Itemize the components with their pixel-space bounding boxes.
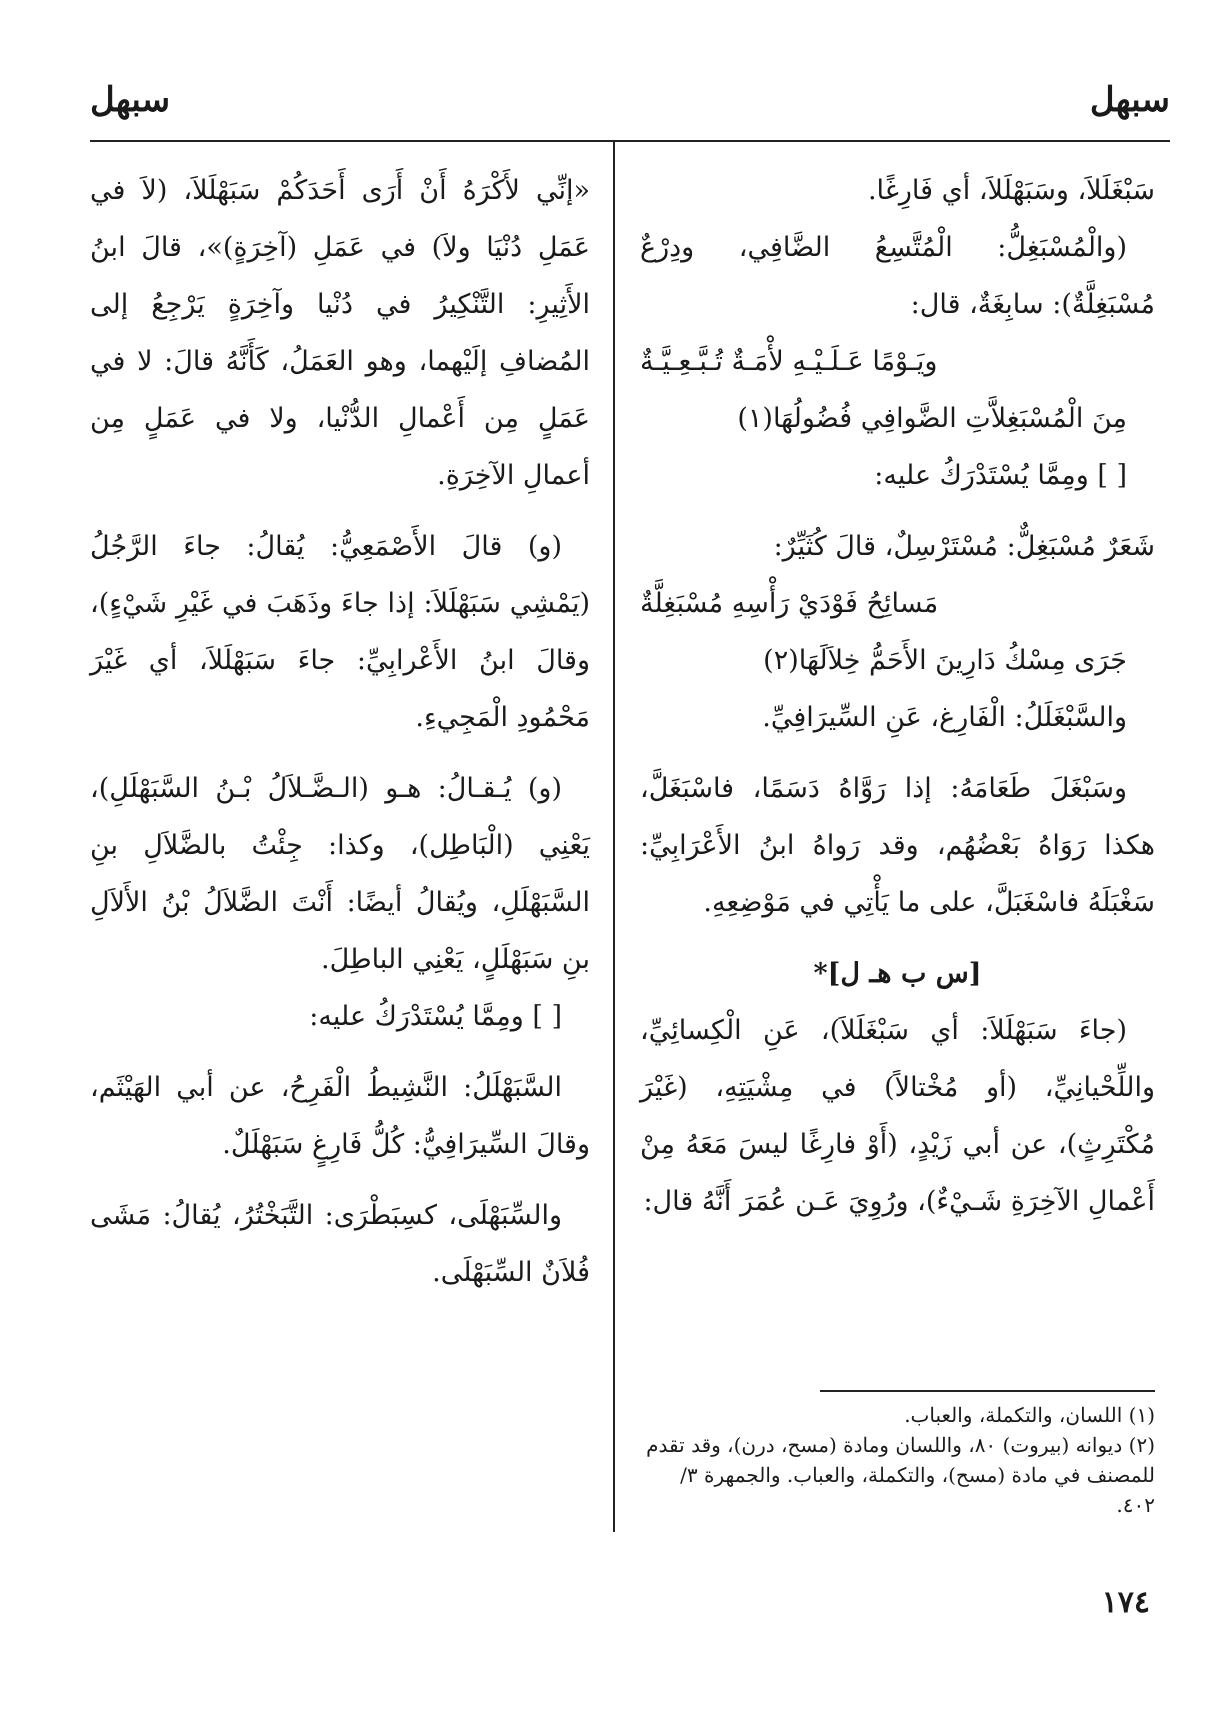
paragraph: «إنِّي لأَكْرَهُ أَنْ أَرَى أَحَدَكُمْ سَبَهْلَلاَ، (لاَ في عَمَلِ دُنْيَا ولاَ) في عَمَلِ (آخِرَةٍ)»، قالَ ابنُ الأَثِيرِ: التَّنْكِيرُ في دُنْيا وآخِرَةٍ يَرْجِعُ إلى المُضافِ إلَيْهما، وهو العَمَلُ، كَأَنَّهُ قالَ: لا في عَمَلٍ مِن أَعْمالِ الدُّنْيا، ولا في عَمَلٍ مِن أعمالِ الآخِرَةِ. — [90, 175, 590, 491]
footnotes — [640, 1400, 1155, 1520]
footnote: (٢) ديوانه (بيروت) ٨٠، واللسان ومادة (مسح، درن)، وقد تقدم للمصنف في مادة (مسح)، والتكملة، والعباب. والجمهرة ٣/ ٤٠٢. — [646, 1433, 1155, 1517]
paragraph: والسِّبَهْلَى، كسِبَطْرَى: التَّبَخْتُرُ، يُقالُ: مَشَى فُلاَنٌ السِّبَهْلَى. — [90, 1200, 590, 1288]
entry-heading: [س ب هـ ل]* — [813, 958, 982, 989]
paragraph: (والْمُسْبَغِلُّ: الْمُتَّسِعُ الضَّافِي، ودِرْعٌ مُسْبَغِلَّةٌ): سابِغَةٌ، قال: — [640, 232, 1155, 320]
paragraph: وسَبْغَلَ طَعَامَهُ: إذا رَوَّاهُ دَسَمًا، فاسْبَغَلَّ، هكذا رَوَاهُ بَعْضُهُم، وقد رَواهُ ابنُ الأَعْرَابِيِّ: سَغْبَلَهُ فاسْغَبَلَّ، على ما يَأْتِي في مَوْضِعِهِ. — [640, 773, 1155, 918]
verse-line: ويَـوْمًا عَـلَـيْـهِ لأْمَـةٌ تُـبَّـعِـيَّـةٌ — [640, 346, 938, 377]
running-header-right: سبهل — [1089, 80, 1170, 120]
section-note: [ ] ومِمَّا يُسْتَدْرَكُ عليه: — [874, 460, 1127, 491]
verse-line: جَرَى مِسْكُ دَارِينَ الأَحَمُّ خِلاَلَهَا(٢) — [763, 645, 1127, 676]
footnote: (١) اللسان، والتكملة، والعباب. — [904, 1403, 1155, 1427]
section-note: [ ] ومِمَّا يُسْتَدْرَكُ عليه: — [309, 1001, 562, 1032]
page-number: ١٧٤ — [1101, 1585, 1150, 1620]
header-rule — [90, 140, 1170, 142]
running-header-left: سبهل — [90, 80, 171, 120]
paragraph: (و) يُـقـالُ: هـو (الـضَّـلاَلُ بْـنُ السَّبَهْلَلِ)، يَعْنِي (الْبَاطِل)، وكذا: جِئْتُ بالضَّلاَلِ بنِ السَّبَهْلَلِ، ويُقالُ أيضًا: أَنْتَ الضَّلاَلُ بْنُ الأَلاَلِ بنِ سَبَهْلَلٍ، يَعْنِي الباطِلَ. — [90, 773, 590, 975]
right-column — [640, 162, 1155, 1230]
paragraph: السَّبَهْلَلُ: النَّشِيطُ الْفَرِحُ، عن أبي الهَيْثَم، وقالَ السِّيرَافِيُّ: كُلُّ فَارِغٍ سَبَهْلَلٌ. — [90, 1072, 590, 1160]
verse-line: مَسائِحُ فَوْدَيْ رَأْسِهِ مُسْبَغِلَّةٌ — [640, 588, 939, 619]
paragraph: والسَّبْغَلَلُ: الْفَارِغ، عَنِ السِّيرَافِيِّ. — [762, 702, 1127, 733]
paragraph: سَبْغَلَلاَ، وسَبَهْلَلاَ، أي فَارِغًا. — [867, 175, 1155, 206]
verse-line: مِنَ الْمُسْبَغِلاَّتِ الضَّوافِي فُضُولُهَا(١) — [737, 403, 1127, 434]
paragraph: شَعَرٌ مُسْبَغِلٌّ: مُسْتَرْسِلٌ، قالَ كُثَيِّرٌ: — [773, 531, 1155, 562]
paragraph: (جاءَ سَبَهْلَلاَ: أي سَبْغَلَلاَ)، عَنِ الْكِسائِيِّ، واللِّحْيانِيِّ، (أو مُخْتالاً) في مِشْيَتِهِ، (غَيْرَ مُكْتَرِثٍ)، عن أبي زَيْدٍ، (أَوْ فارِغًا ليسَ مَعَهُ مِنْ أَعْمالِ الآخِرَةِ شَـيْءٌ)، ورُوِيَ عَـن عُمَرَ أَنَّهُ قال: — [640, 1015, 1155, 1217]
footnote-rule — [820, 1390, 1155, 1392]
paragraph: (و) قالَ الأَصْمَعِيُّ: يُقالُ: جاءَ الرَّجُلُ (يَمْشِي سَبَهْلَلاَ: إذا جاءَ وذَهَبَ في غَيْرِ شَيْءٍ)، وقالَ ابنُ الأَعْرابِيِّ: جاءَ سَبَهْلَلاَ، أي غَيْرَ مَحْمُودِ الْمَجِيءِ. — [90, 531, 590, 733]
column-divider — [613, 142, 615, 1532]
left-column — [90, 162, 590, 1301]
